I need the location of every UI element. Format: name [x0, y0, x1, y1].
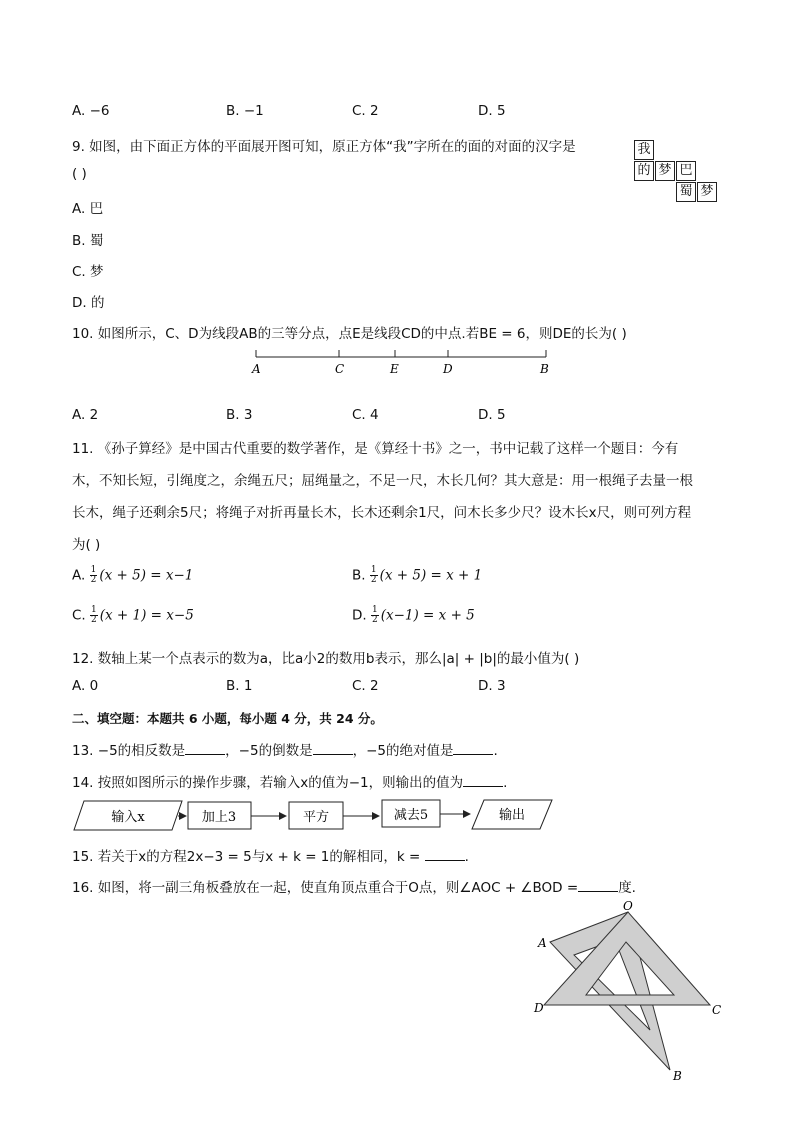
q9-option-c: C. 梦 [72, 264, 104, 280]
svg-text:D: D [534, 1001, 544, 1015]
net-cell: 梦 [655, 161, 675, 181]
point-label: D [443, 362, 453, 376]
q9-option-b: B. 蜀 [72, 233, 104, 249]
svg-text:C: C [712, 1003, 722, 1017]
q12-option-c: C. 2 [352, 678, 379, 694]
q11-option-b: B. $\frac{1}{2}$ (x + 5) = x + 1 [352, 565, 483, 585]
svg-text:B: B [673, 1069, 682, 1083]
q10-option-c: C. 4 [352, 407, 379, 423]
q16-stem: 16. 如图，将一副三角板叠放在一起，使直角顶点重合于O点，则∠AOC + ∠BOD = 度. [72, 880, 636, 896]
q11-option-c: C. $\frac{1}{2}$ (x + 1) = x−5 [72, 605, 194, 625]
q11-line-3: 长木，绳子还剩余5尺；将绳子对折再量长木，长木还剩余1尺，问木长多少尺？设木长x尺，则可列方程 [72, 505, 692, 521]
q11-option-d: D. $\frac{1}{2}$ (x−1) = x + 5 [352, 605, 475, 625]
q14-stem: 14. 按照如图所示的操作步骤，若输入x的值为−1，则输出的值为 . [72, 775, 508, 791]
net-cell: 的 [634, 161, 654, 181]
q9-paren: ( ) [72, 166, 87, 182]
point-label: A [252, 362, 261, 376]
q11-option-a: A. $\frac{1}{2}$ (x + 5) = x−1 [72, 565, 194, 585]
answer-blank [453, 742, 493, 755]
q10-option-b: B. 3 [226, 407, 253, 423]
q10-stem: 10. 如图所示，C、D为线段AB的三等分点，点E是线段CD的中点.若BE = 6，则DE的长为( ) [72, 326, 627, 342]
answer-blank [185, 742, 225, 755]
point-label: E [390, 362, 399, 376]
q11-line-2: 木，不知长短，引绳度之，余绳五尺；屈绳量之，不足一尺，木长几何？其大意是：用一根绳子去量一根 [72, 473, 693, 489]
section-heading: 二、填空题：本题共 6 小题，每小题 4 分，共 24 分。 [72, 711, 383, 726]
svg-text:加上3: 加上3 [201, 810, 237, 825]
net-cell: 巴 [676, 161, 696, 181]
net-cell: 我 [634, 140, 654, 160]
answer-blank [578, 879, 618, 892]
svg-text:输入x: 输入x [111, 810, 145, 825]
net-cell: 蜀 [676, 182, 696, 202]
q8-option-a: A. −6 [72, 103, 110, 119]
point-label: C [335, 362, 345, 376]
point-label: B [540, 362, 549, 376]
svg-text:输出: 输出 [498, 808, 526, 823]
q10-option-d: D. 5 [478, 407, 506, 423]
q11-line-4: 为( ) [72, 537, 101, 553]
q9-stem: 9. 如图，由下面正方体的平面展开图可知，原正方体“我”字所在的面的对面的汉字是 [72, 139, 576, 155]
net-cell: 梦 [697, 182, 717, 202]
q9-option-a: A. 巴 [72, 201, 104, 217]
q8-option-b: B. −1 [226, 103, 264, 119]
triangle-rulers-figure [530, 900, 730, 1085]
q12-stem: 12. 数轴上某一个点表示的数为a，比a小2的数用b表示，那么|a| + |b|的最小值为( ) [72, 651, 580, 667]
svg-text:O: O [623, 900, 633, 913]
q8-option-d: D. 5 [478, 103, 506, 119]
svg-text:A: A [538, 936, 547, 950]
q12-option-b: B. 1 [226, 678, 253, 694]
q10-option-a: A. 2 [72, 407, 99, 423]
q9-option-d: D. 的 [72, 295, 105, 311]
answer-blank [313, 742, 353, 755]
answer-blank [463, 774, 503, 787]
q12-option-d: D. 3 [478, 678, 506, 694]
q11-line-1: 11. 《孙子算经》是中国古代重要的数学著作，是《算经十书》之一，书中记载了这样一个题目：今有 [72, 441, 679, 457]
q12-option-a: A. 0 [72, 678, 99, 694]
svg-text:减去5: 减去5 [393, 808, 429, 823]
svg-text:平方: 平方 [302, 810, 330, 825]
q8-option-c: C. 2 [352, 103, 379, 119]
q13-stem: 13. −5的相反数是 ，−5的倒数是 ，−5的绝对值是 . [72, 743, 498, 759]
flowchart [72, 798, 562, 834]
q15-stem: 15. 若关于x的方程2x−3 = 5与x + k = 1的解相同，k = . [72, 849, 469, 865]
segment-figure [240, 345, 560, 379]
answer-blank [425, 848, 465, 861]
